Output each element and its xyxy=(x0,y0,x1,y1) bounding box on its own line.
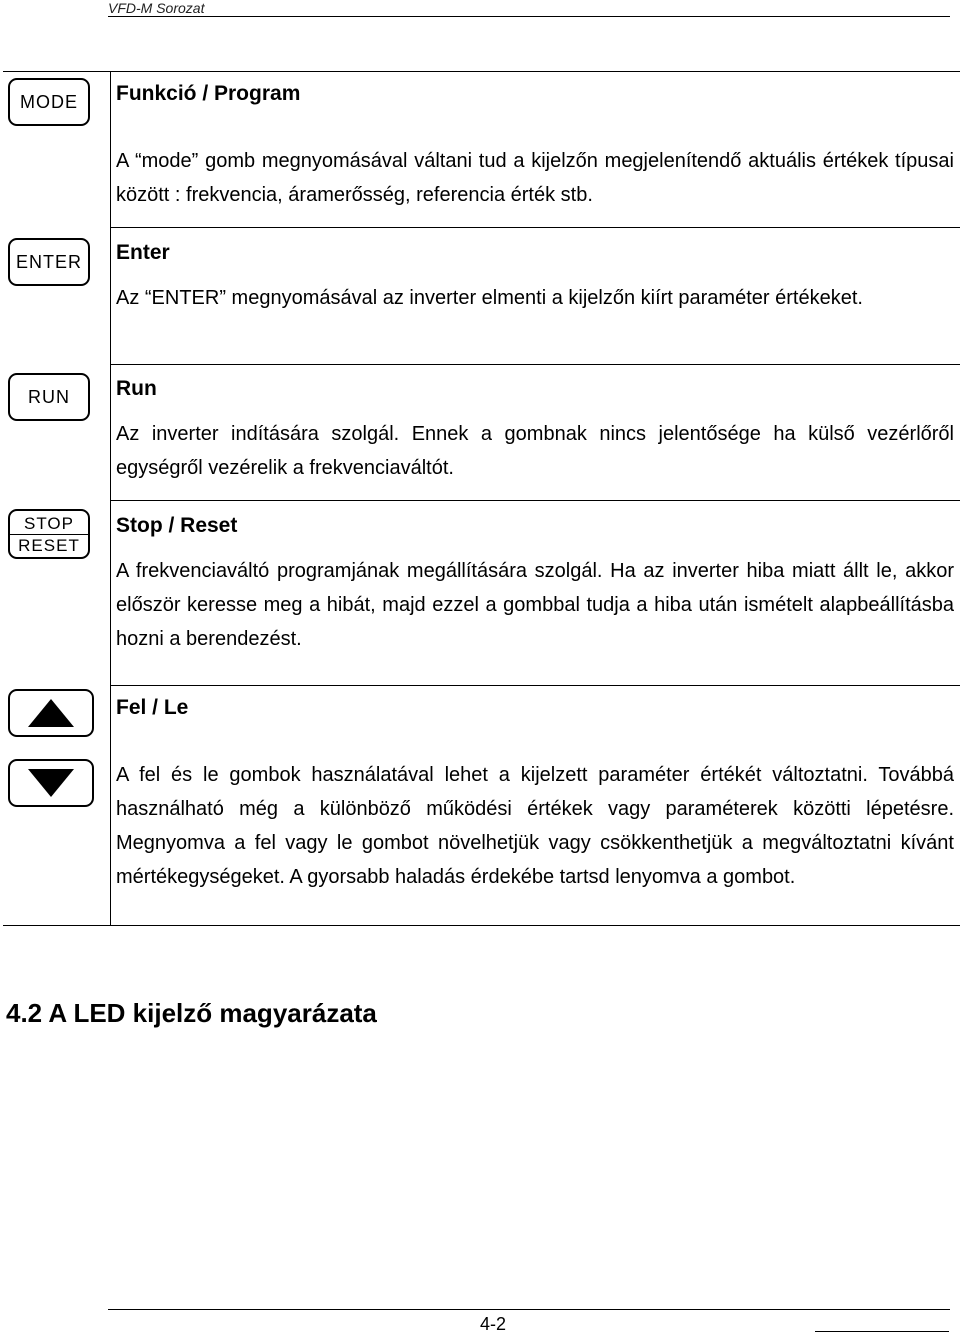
row-text-stop-reset: A frekvenciaváltó programjának megállítására szolgál. Ha az inverter hiba miatt állt le, akkor először keresse meg a hibát, majd ezzel a gombbal tudja a hiba után ismételt alapbeállításba hozni a berendezést. xyxy=(116,560,954,650)
run-key-label: RUN xyxy=(28,387,70,407)
triangle-down-icon xyxy=(26,767,76,799)
down-key-icon xyxy=(8,759,94,807)
row-divider xyxy=(110,500,960,501)
row-title-up-down: Fel / Le xyxy=(116,696,189,719)
row-text-enter: Az “ENTER” megnyomásával az inverter elmenti a kijelzőn kiírt paraméter értékeket. xyxy=(116,287,863,309)
row-divider xyxy=(110,364,960,365)
key-divider xyxy=(10,534,88,535)
enter-key-icon xyxy=(8,238,90,286)
stop-reset-key-icon xyxy=(8,509,90,559)
enter-key-label: ENTER xyxy=(15,252,82,272)
row-title-enter: Enter xyxy=(116,241,170,264)
running-header: VFD-M Sorozat xyxy=(108,0,205,16)
header-rule xyxy=(108,16,950,17)
up-key-icon xyxy=(8,689,94,737)
row-text-run: Az inverter indítására szolgál. Ennek a gombnak nincs jelentősége ha külső vezérlőről egységről vezérelik a frekvenciaváltót. xyxy=(116,423,954,479)
section-heading: 4.2 A LED kijelző magyarázata xyxy=(6,998,377,1028)
row-text-mode: A “mode” gomb megnyomásával váltani tud a kijelzőn megjelenítendő aktuális értékek típusai között : frekvencia, áramerősség, referencia érték stb. xyxy=(116,150,954,206)
mode-key-icon xyxy=(8,78,90,126)
footer-rule xyxy=(108,1309,950,1310)
row-title-mode: Funkció / Program xyxy=(116,82,301,105)
run-key-icon xyxy=(8,373,90,421)
row-divider xyxy=(110,685,960,686)
reset-key-label: RESET xyxy=(18,535,80,555)
row-divider xyxy=(110,227,960,228)
column-divider xyxy=(110,72,111,925)
footer-underline xyxy=(815,1331,949,1332)
page-number: 4-2 xyxy=(480,1314,507,1334)
mode-key-label: MODE xyxy=(20,92,78,112)
stop-key-label: STOP xyxy=(24,513,74,533)
row-title-run: Run xyxy=(116,377,157,400)
row-title-stop-reset: Stop / Reset xyxy=(116,514,238,537)
row-text-up-down: A fel és le gombok használatával lehet a kijelzett paraméter értékét változtatni. Továbbá használható még a különböző működési értékek vagy paraméterek közötti lépetésre. Megnyomva a fel vagy le gombot növelhetjük vagy csökkenthetjük a megváltoztatni kívánt mértékegységeket. A gyorsabb haladás érdekébe tartsd lenyomva a gombot. xyxy=(116,764,954,888)
triangle-up-icon xyxy=(26,697,76,729)
